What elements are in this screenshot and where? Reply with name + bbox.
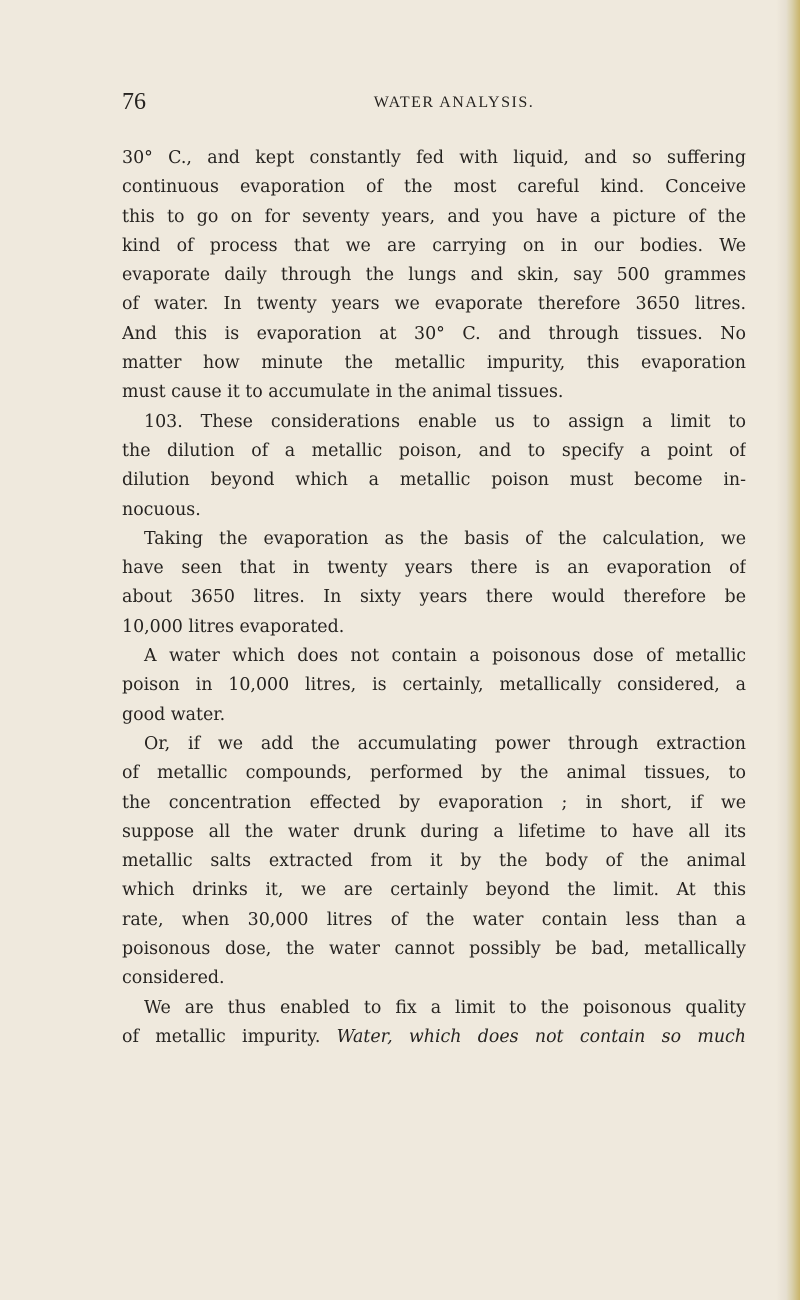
text-roman: of metallic impurity. xyxy=(122,1026,321,1047)
text-line: dilution beyond which a metallic poison must become in- xyxy=(122,470,746,491)
paragraph-103-start: 103. These considerations enable us to assign a limit to xyxy=(144,411,746,432)
text-line: continuous evaporation of the most careful kind. Conceive xyxy=(122,177,746,198)
running-head xyxy=(122,88,746,116)
text-line: this to go on for seventy years, and you have a picture of the xyxy=(122,206,746,227)
paragraph-start: A water which does not contain a poisonous dose of metallic xyxy=(144,646,746,667)
text-line: metallic salts extracted from it by the body of the animal xyxy=(122,851,746,872)
text-line: considered. xyxy=(122,968,225,989)
text-line: of metallic compounds, performed by the animal tissues, to xyxy=(122,763,746,784)
text-line: matter how minute the metallic impurity, this evaporation xyxy=(122,353,746,374)
running-title: WATER ANALYSIS. xyxy=(373,94,535,111)
text-line: suppose all the water drunk during a lifetime to have all its xyxy=(122,821,746,842)
text-line: And this is evaporation at 30° C. and through tissues. No xyxy=(122,323,746,344)
text-italic: Water, which does not contain so much xyxy=(336,1026,746,1047)
text-line: kind of process that we are carrying on in our bodies. We xyxy=(122,235,746,256)
body-text xyxy=(122,144,746,1052)
text-line: must cause it to accumulate in the animal tissues. xyxy=(122,382,564,403)
text-line: have seen that in twenty years there is an evaporation of xyxy=(122,558,746,579)
text-line: 10,000 litres evaporated. xyxy=(122,616,345,637)
paragraph-start: Taking the evaporation as the basis of the calculation, we xyxy=(144,528,746,549)
text-line: about 3650 litres. In sixty years there would therefore be xyxy=(122,587,746,608)
text-line: poison in 10,000 litres, is certainly, metallically considered, a xyxy=(122,675,746,696)
text-line: which drinks it, we are certainly beyond the limit. At this xyxy=(122,880,746,901)
text-line: nocuous. xyxy=(122,499,201,520)
text-line: good water. xyxy=(122,704,226,725)
text-line: evaporate daily through the lungs and skin, say 500 grammes xyxy=(122,265,746,286)
text-line: the concentration effected by evaporation ; in short, if we xyxy=(122,792,746,813)
page-edge-shadow xyxy=(776,0,786,1300)
paragraph-start: Or, if we add the accumulating power through extraction xyxy=(144,733,746,754)
page-edge xyxy=(786,0,800,1300)
text-line: 30° C., and kept constantly fed with liquid, and so suffering xyxy=(122,148,746,168)
text-line: the dilution of a metallic poison, and to specify a point of xyxy=(122,440,746,461)
text-line: rate, when 30,000 litres of the water contain less than a xyxy=(122,909,746,930)
paragraph-start: We are thus enabled to fix a limit to the poisonous quality xyxy=(144,997,746,1018)
page-number: 76 xyxy=(122,89,146,115)
text-line: poisonous dose, the water cannot possibly be bad, metallically xyxy=(122,939,746,960)
text-line-last xyxy=(122,1023,746,1052)
text-line: of water. In twenty years we evaporate therefore 3650 litres. xyxy=(122,294,746,315)
